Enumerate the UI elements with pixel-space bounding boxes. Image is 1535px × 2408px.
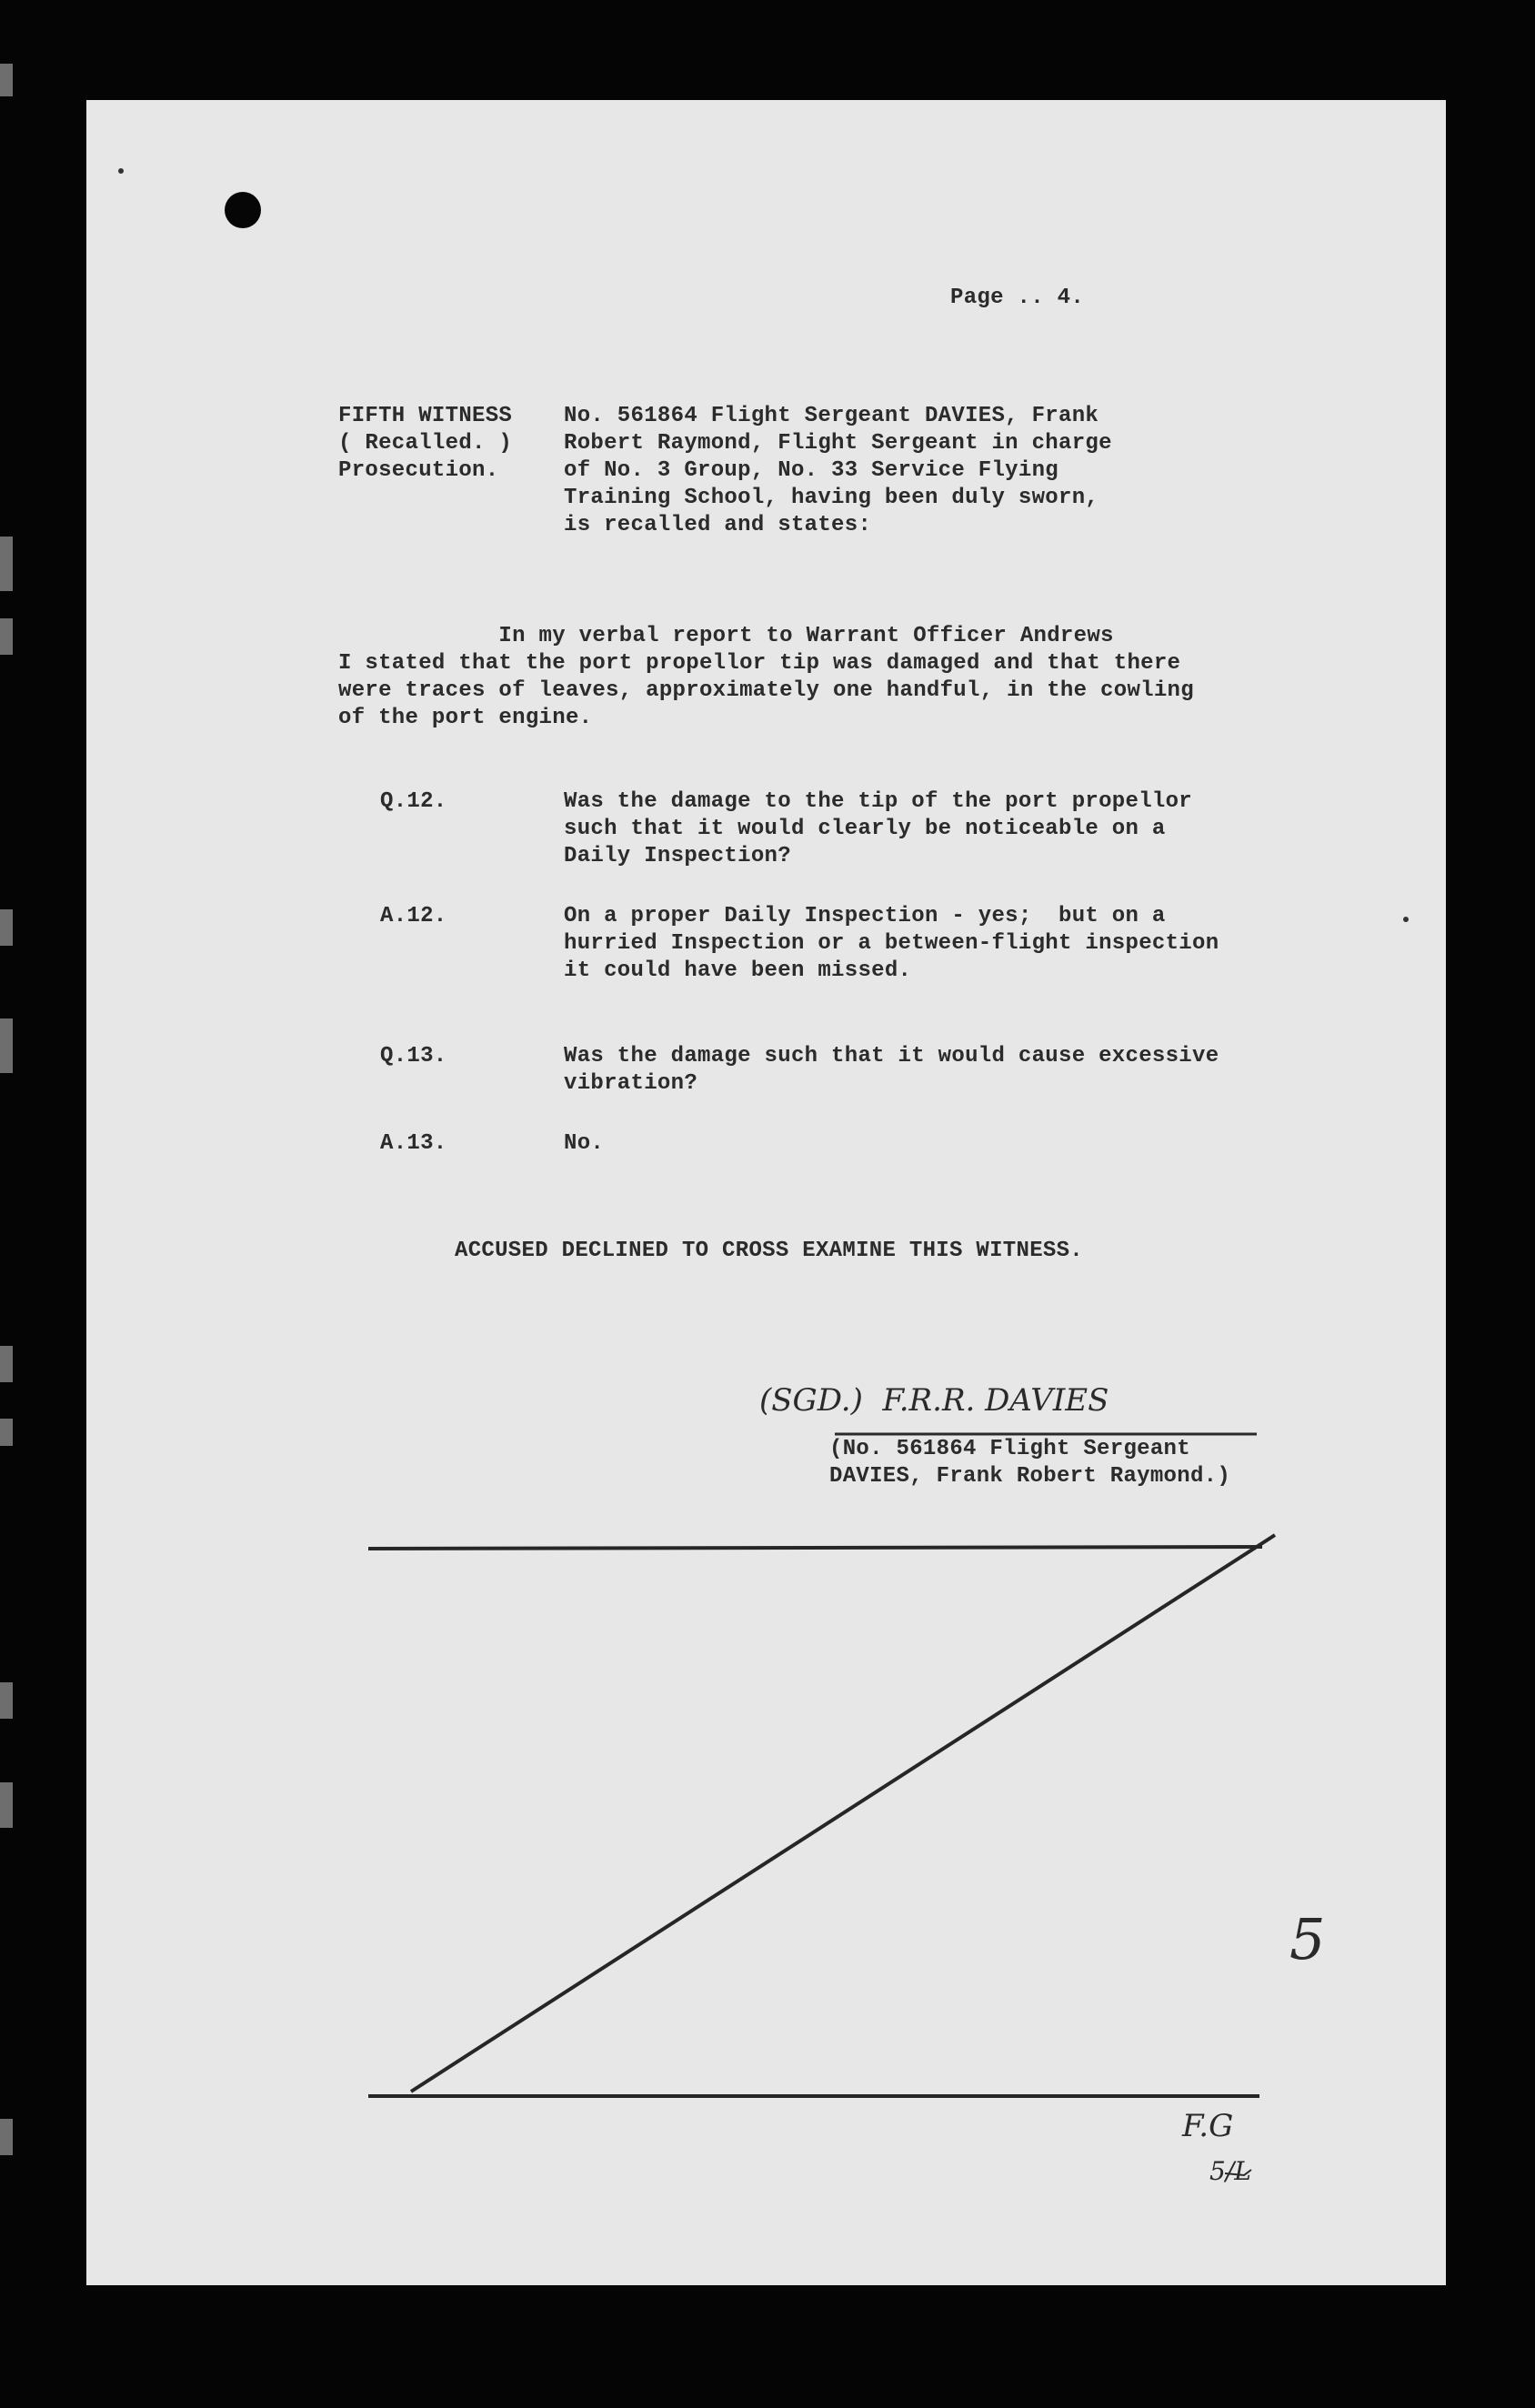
qa-line: it could have been missed. (564, 958, 912, 983)
z-diagonal-line (411, 1535, 1275, 2092)
handwritten-signature: (SGD.) F.R.R. DAVIES (759, 1382, 1109, 1419)
witness-label-1: FIFTH WITNESS (338, 404, 513, 428)
qa-label-q13: Q.13. (380, 1044, 447, 1069)
qa-line: vibration? (564, 1071, 698, 1096)
qa-line: hurried Inspection or a between-flight inspection (564, 931, 1219, 956)
witness-desc-1: No. 561864 Flight Sergeant DAVIES, Frank (564, 404, 1099, 428)
signature-line-1: (No. 561864 Flight Sergeant (829, 1437, 1190, 1461)
qa-line: On a proper Daily Inspection - yes; but on a (564, 904, 1166, 928)
witness-desc-4: Training School, having been duly sworn, (564, 486, 1099, 510)
witness-label-3: Prosecution. (338, 458, 499, 483)
witness-desc-5: is recalled and states: (564, 513, 872, 537)
fraction-note: 5/L (1209, 2156, 1251, 2186)
folio-number: 5 (1289, 1906, 1326, 1972)
qa-label-a12: A.12. (380, 904, 447, 928)
qa-line: such that it would clearly be noticeable on a (564, 817, 1166, 841)
witness-label-2: ( Recalled. ) (338, 431, 513, 456)
initials-note: F.G (1182, 2108, 1234, 2144)
page-number: Page .. 4. (950, 286, 1085, 310)
statement-line-2: I stated that the port propellor tip was damaged and that there (338, 651, 1181, 676)
statement-line-1: In my verbal report to Warrant Officer Andrews (338, 624, 1114, 648)
statement-line-3: were traces of leaves, approximately one handful, in the cowling (338, 678, 1194, 703)
witness-desc-3: of No. 3 Group, No. 33 Service Flying (564, 458, 1058, 483)
signature-line-2: DAVIES, Frank Robert Raymond.) (829, 1464, 1231, 1489)
qa-line: No. (564, 1131, 605, 1156)
witness-desc-2: Robert Raymond, Flight Sergeant in charge (564, 431, 1112, 456)
z-top-line (368, 1547, 1262, 1549)
qa-line: Was the damage such that it would cause excessive (564, 1044, 1219, 1069)
declined-note: ACCUSED DECLINED TO CROSS EXAMINE THIS WITNESS. (455, 1239, 1084, 1263)
qa-line: Was the damage to the tip of the port propellor (564, 789, 1193, 814)
qa-label-a13: A.13. (380, 1131, 447, 1156)
statement-line-4: of the port engine. (338, 706, 593, 730)
qa-label-q12: Q.12. (380, 789, 447, 814)
handwriting-stroke (1225, 2170, 1251, 2175)
qa-line: Daily Inspection? (564, 844, 791, 868)
